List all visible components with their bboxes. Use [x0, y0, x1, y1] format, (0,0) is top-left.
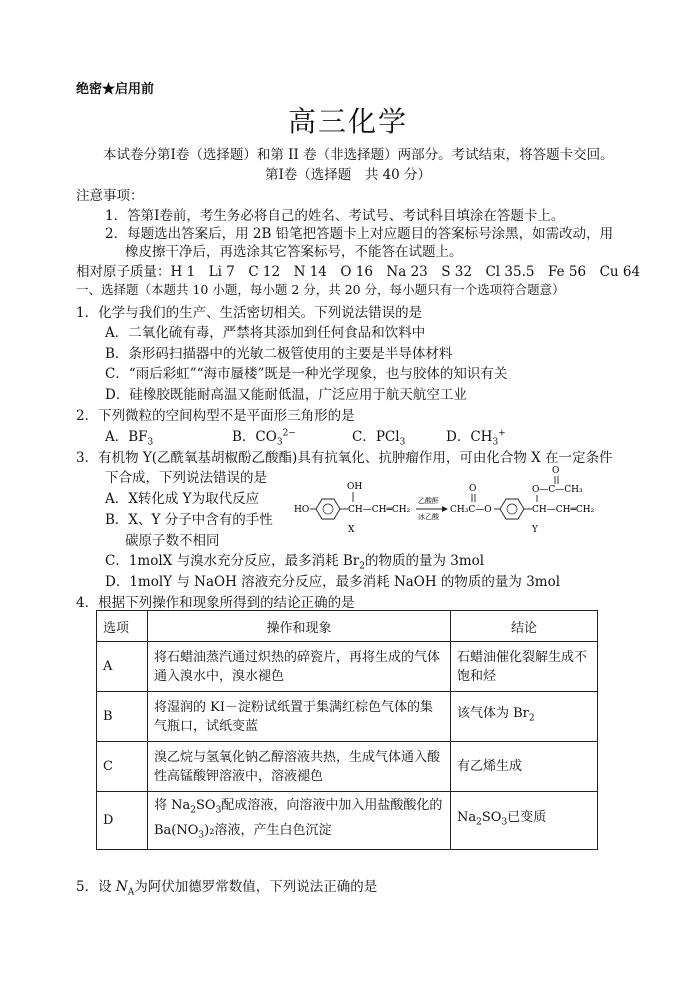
row-operation: 将 $Na_2SO_3$配成溶液，向溶液中加入用盐酸酸化的 $Ba(NO_3)_2$溶液，产生白色沉淀	[148, 792, 451, 850]
q1-option-b: B．条形码扫描器中的光敏二极管使用的主要是半导体材料	[105, 346, 453, 362]
x-label: X	[348, 525, 355, 535]
row-operation: 溴乙烷与氢氧化钠乙醇溶液共热，生成气体通入酸性高锰酸钾溶液中，溶液褪色	[148, 742, 451, 792]
header-option: 选项	[97, 611, 148, 642]
notes-heading: 注意事项：	[76, 188, 144, 204]
q3-option-b-line-2: 碳原子数不相同	[125, 533, 220, 549]
notes-item-1: 1．答第Ⅰ卷前，考生务必将自己的姓名、考试号、考试科目填涂在答题卡上。	[105, 208, 565, 224]
reagent-bottom: 冰乙酸	[418, 513, 439, 521]
q1-option-a: A．二氧化硫有毒，严禁将其添加到任何食品和饮料中	[105, 325, 426, 341]
y-carbonyl-o-left: O	[469, 484, 477, 494]
x-ho-label: HO	[294, 505, 310, 515]
notes-item-2-line-2: 橡皮擦干净后，再选涂其它答案标号，不能答在试题上。	[125, 244, 463, 260]
secret-label: 绝密★启用前	[76, 82, 155, 97]
y-ester-left: CH₃C—O	[450, 505, 492, 515]
row-option: C	[97, 742, 148, 792]
q3-stem-line-1: 3．有机物 Y(乙酰氧基胡椒酚乙酸酯)具有抗氧化、抗肿瘤作用，可由化合物 X 在一定条件	[76, 450, 613, 466]
row-operation: 将湿润的 KI－淀粉试纸置于集满红棕色气体的集气瓶口，试纸变蓝	[148, 692, 451, 742]
atomic-mass-line: 相对原子质量：H 1 Li 7 C 12 N 14 O 16 Na 23 S 32 Cl 35.5 Fe 56 Cu 64	[76, 264, 641, 280]
q2-option-b: B．$CO_3^{2-}$	[232, 428, 296, 448]
y-carbonyl-o-right: O	[552, 466, 560, 476]
section-one-heading: 一、选择题（本题共 10 小题，每小题 2 分，共 20 分，每小题只有一个选项符合题意）	[76, 282, 565, 297]
experiment-table	[96, 610, 598, 850]
x-oh-label: OH	[347, 482, 363, 492]
exam-intro: 本试卷分第Ⅰ卷（选择题）和第 II 卷（非选择题）两部分。考试结束，将答题卡交回。	[103, 147, 614, 163]
q1-option-c: C．“雨后彩虹”“海市蜃楼”既是一种光学现象，也与胶体的知识有关	[105, 366, 508, 382]
header-operation: 操作和现象	[148, 611, 451, 642]
table-row	[97, 792, 598, 850]
header-conclusion: 结论	[451, 611, 598, 642]
q3-option-a: A．X转化成 Y为取代反应	[105, 491, 260, 507]
table-row	[97, 742, 598, 792]
q5-stem: 5．设 $N_A$为阿伏加德罗常数值，下列说法正确的是	[76, 879, 378, 898]
q4-stem: 4．根据下列操作和现象所得到的结论正确的是	[76, 595, 355, 611]
row-option: D	[97, 792, 148, 850]
y-benzene-ring	[500, 499, 524, 519]
q3-stem-line-2: 下合成，下列说法错误的是	[105, 470, 267, 486]
row-conclusion: 该气体为 $Br_2$	[451, 692, 598, 742]
table-row	[97, 642, 598, 692]
q2-option-d: D．$CH_3^+$	[446, 428, 506, 448]
q3-option-b-line-1: B．X、Y 分子中含有的手性	[105, 512, 273, 528]
y-chain-label: CH—CH═CH₂	[532, 505, 595, 515]
table-header-row	[97, 611, 598, 642]
row-operation: 将石蜡油蒸汽通过炽热的碎瓷片，再将生成的气体通入溴水中，溴水褪色	[148, 642, 451, 692]
page-title: 高三化学	[287, 105, 408, 138]
q3-option-c: C．1molX 与溴水充分反应，最多消耗 $Br_2$的物质的量为 3mol	[105, 553, 485, 572]
q3-option-d: D．1molY 与 NaOH 溶液充分反应，最多消耗 NaOH 的物质的量为 3mol	[105, 574, 561, 590]
q1-option-d: D．硅橡胶既能耐高温又能耐低温，广泛应用于航天航空工业	[105, 387, 467, 403]
notes-item-2-line-1: 2．每题选出答案后，用 2B 铅笔把答题卡上对应题目的答案标号涂黑，如需改动，用	[105, 226, 614, 242]
row-conclusion: 有乙烯生成	[451, 742, 598, 792]
row-conclusion: $Na_2SO_3$已变质	[451, 792, 598, 850]
row-option: B	[97, 692, 148, 742]
q1-stem: 1．化学与我们的生产、生活密切相关。下列说法错误的是	[76, 305, 423, 321]
y-label: Y	[532, 525, 538, 535]
q2-stem: 2．下列微粒的空间构型不是平面形三角形的是	[76, 408, 355, 424]
reaction-diagram	[292, 462, 624, 536]
row-option: A	[97, 642, 148, 692]
q2-option-a: A．$BF_3$	[105, 429, 154, 448]
row-conclusion: 石蜡油催化裂解生成不饱和烃	[451, 642, 598, 692]
y-acetyl-label: O—C—CH₃	[532, 485, 583, 495]
table-row	[97, 692, 598, 742]
x-benzene-ring	[316, 499, 340, 519]
q2-option-c: C．PCl$_3$	[352, 429, 406, 448]
reagent-top: 乙酸酐	[418, 497, 439, 505]
x-chain-label: CH—CH═CH₂	[348, 505, 411, 515]
part-one-heading: 第Ⅰ卷（选择题 共 40 分）	[264, 167, 432, 183]
